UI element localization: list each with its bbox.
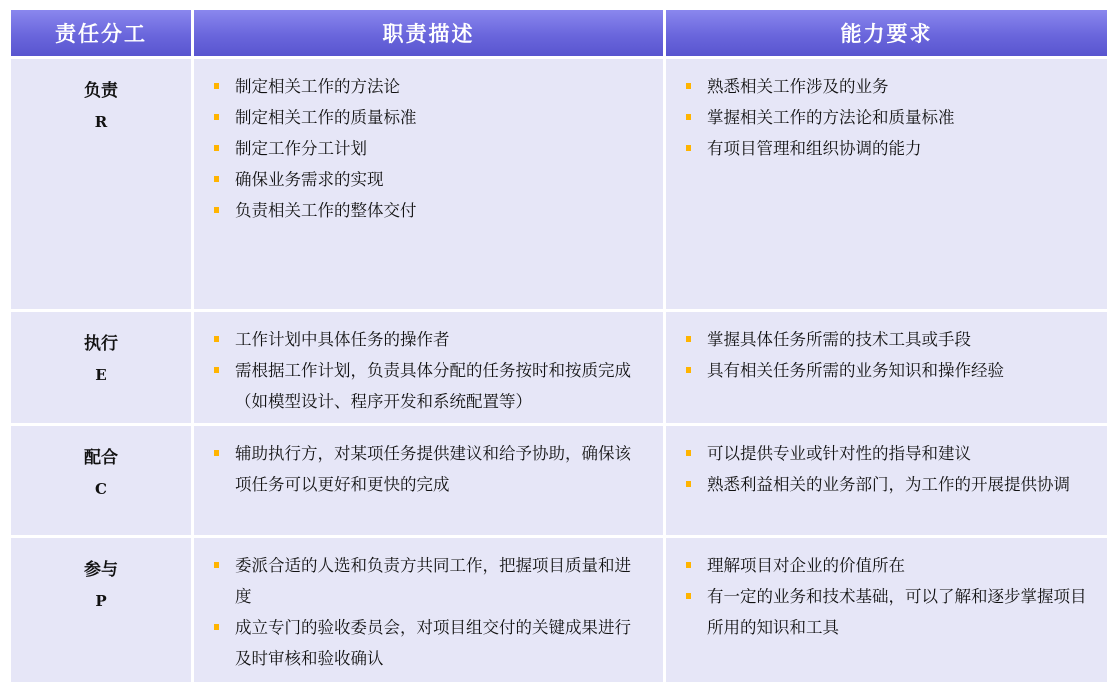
list-item: 工作计划中具体任务的操作者 [214,324,647,355]
table-row [11,312,1107,426]
header-row [11,10,1107,59]
list-item: 有一定的业务和技术基础，可以了解和逐步掌握项目所用的知识和工具 [686,581,1091,643]
table-row [11,426,1107,538]
responsibility-table [11,10,1107,682]
header-responsibility: 责任分工 [11,10,194,59]
table-row [11,59,1107,312]
role-code: C [95,480,107,498]
abilities-cell [666,59,1107,312]
list-item: 制定相关工作的方法论 [214,71,647,102]
list-item: 辅助执行方，对某项任务提供建议和给予协助，确保该项任务可以更好和更快的完成 [214,438,647,500]
list-item: 成立专门的验收委员会，对项目组交付的关键成果进行及时审核和验收确认 [214,612,647,674]
role-code: R [94,113,108,131]
duties-cell [194,538,666,682]
role-code: E [95,366,107,384]
list-item: 理解项目对企业的价值所在 [686,550,1091,581]
header-abilities: 能力要求 [666,10,1107,59]
role-cell [11,312,194,426]
role-name: 执行 [84,334,118,354]
duties-cell [194,312,666,426]
list-item: 需根据工作计划，负责具体分配的任务按时和按质完成（如模型设计、程序开发和系统配置等） [214,355,647,417]
list-item: 委派合适的人选和负责方共同工作，把握项目质量和进度 [214,550,647,612]
list-item: 掌握相关工作的方法论和质量标准 [686,102,1091,133]
duties-cell [194,59,666,312]
abilities-cell [666,538,1107,682]
list-item: 熟悉相关工作涉及的业务 [686,71,1091,102]
table-row [11,538,1107,682]
list-item: 负责相关工作的整体交付 [214,195,647,226]
role-name: 配合 [84,448,118,468]
list-item: 掌握具体任务所需的技术工具或手段 [686,324,1091,355]
list-item: 制定相关工作的质量标准 [214,102,647,133]
list-item: 熟悉利益相关的业务部门，为工作的开展提供协调 [686,469,1091,500]
list-item: 确保业务需求的实现 [214,164,647,195]
abilities-cell [666,312,1107,426]
abilities-cell [666,426,1107,538]
list-item: 可以提供专业或针对性的指导和建议 [686,438,1091,469]
list-item: 有项目管理和组织协调的能力 [686,133,1091,164]
list-item: 具有相关任务所需的业务知识和操作经验 [686,355,1091,386]
role-cell [11,59,194,312]
role-name: 负责 [84,81,118,101]
role-cell [11,426,194,538]
header-duties: 职责描述 [194,10,666,59]
role-cell [11,538,194,682]
role-code: P [95,592,107,610]
list-item: 制定工作分工计划 [214,133,647,164]
role-name: 参与 [84,560,118,580]
duties-cell [194,426,666,538]
